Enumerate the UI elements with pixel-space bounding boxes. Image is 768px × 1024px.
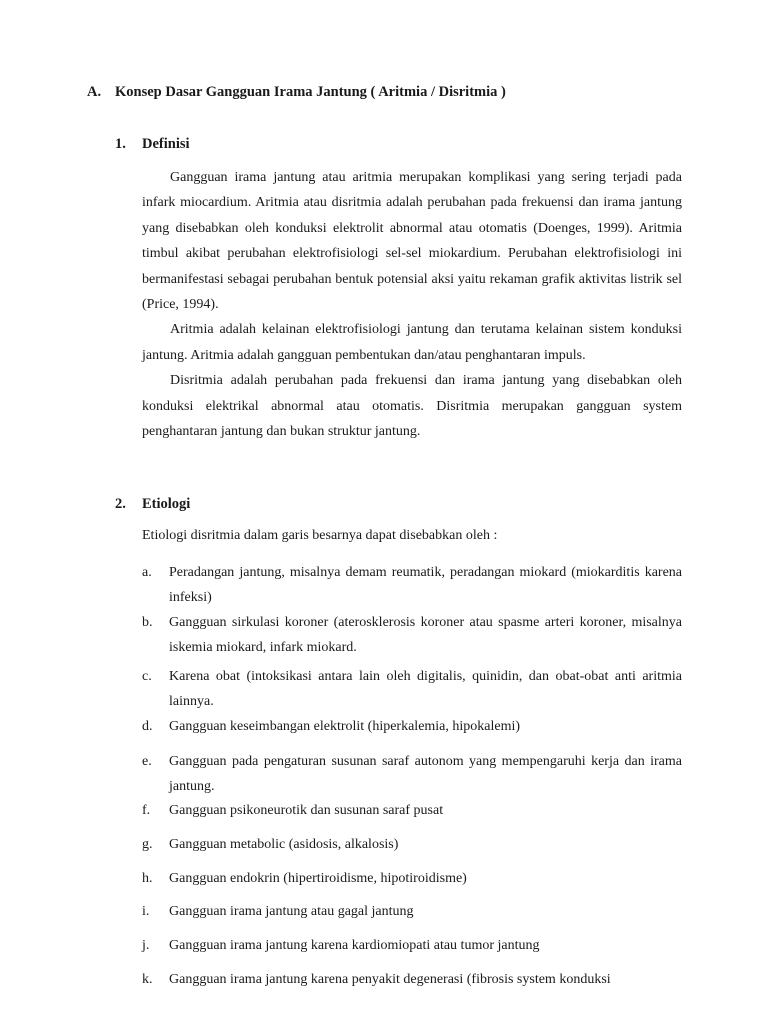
list-marker: k. <box>142 972 153 987</box>
list-item <box>142 610 682 660</box>
definisi-title: Definisi <box>142 136 190 152</box>
list-item <box>142 749 682 799</box>
list-text: Peradangan jantung, misalnya demam reumatik, peradangan miokard (miokarditis karena infeksi) <box>169 565 682 605</box>
list-item <box>142 832 682 857</box>
list-text: Gangguan irama jantung karena kardiomiopati atau tumor jantung <box>169 938 540 953</box>
etiologi-heading <box>115 496 190 513</box>
list-text: Gangguan pada pengaturan susunan saraf autonom yang mempengaruhi kerja dan irama jantung. <box>169 754 682 794</box>
list-text: Gangguan keseimbangan elektrolit (hiperkalemia, hipokalemi) <box>169 719 521 734</box>
section-heading <box>87 84 506 101</box>
list-text: Gangguan endokrin (hipertiroidisme, hipotiroidisme) <box>169 871 467 886</box>
list-marker: c. <box>142 669 152 684</box>
list-marker: a. <box>142 565 152 580</box>
definisi-paragraph-3: Disritmia adalah perubahan pada frekuensi dan irama jantung yang disebabkan oleh konduksi elektrikal abnormal atau otomatis. Disritmia merupakan gangguan system penghantaran jantung dan bukan struktur jantung. <box>142 373 682 440</box>
list-text: Gangguan irama jantung karena penyakit degenerasi (fibrosis system konduksi <box>169 972 611 987</box>
list-item <box>142 866 682 891</box>
list-marker: b. <box>142 615 153 630</box>
section-title: Konsep Dasar Gangguan Irama Jantung ( Aritmia / Disritmia ) <box>115 84 506 100</box>
definisi-paragraph-1: Gangguan irama jantung atau aritmia merupakan komplikasi yang sering terjadi pada infark miocardium. Aritmia atau disritmia adalah perubahan pada frekuensi dan irama jantung yang disebabkan oleh konduksi elektrolit abnormal atau otomatis (Doenges, 1999). Aritmia timbul akibat perubahan elektrofisiologi sel-sel miokardium. Perubahan elektrofisiologi ini bermanifestasi sebagai perubahan bentuk potensial aksi yaitu rekaman grafik aktivitas listrik sel (Price, 1994). <box>142 170 682 313</box>
list-item <box>142 664 682 714</box>
list-text: Gangguan irama jantung atau gagal jantung <box>169 904 414 919</box>
list-marker: g. <box>142 837 153 852</box>
definisi-number: 1. <box>115 136 126 152</box>
list-text: Karena obat (intoksikasi antara lain oleh digitalis, quinidin, dan obat-obat anti aritmia lainnya. <box>169 669 682 709</box>
list-text: Gangguan psikoneurotik dan susunan saraf pusat <box>169 803 444 818</box>
section-letter: A. <box>87 84 102 100</box>
list-item <box>142 798 682 823</box>
definisi-heading <box>115 136 190 153</box>
list-text: Gangguan sirkulasi koroner (aterosklerosis koroner atau spasme arteri koroner, misalnya iskemia miokard, infark miokard. <box>169 615 682 655</box>
list-marker: e. <box>142 754 152 769</box>
list-item <box>142 899 682 924</box>
list-marker: j. <box>142 938 150 953</box>
etiologi-intro: Etiologi disritmia dalam garis besarnya dapat disebabkan oleh : <box>142 528 498 543</box>
list-item <box>142 967 682 992</box>
list-item <box>142 933 682 958</box>
list-item <box>142 560 682 610</box>
definisi-body <box>142 165 682 444</box>
list-marker: i. <box>142 904 150 919</box>
etiologi-number: 2. <box>115 496 126 512</box>
list-marker: d. <box>142 719 153 734</box>
list-marker: h. <box>142 871 153 886</box>
list-item <box>142 714 682 739</box>
list-text: Gangguan metabolic (asidosis, alkalosis) <box>169 837 399 852</box>
definisi-paragraph-2: Aritmia adalah kelainan elektrofisiologi jantung dan terutama kelainan sistem konduksi jantung. Aritmia adalah gangguan pembentukan dan/atau penghantaran impuls. <box>142 322 682 363</box>
list-marker: f. <box>142 803 151 818</box>
etiologi-title: Etiologi <box>142 496 191 512</box>
